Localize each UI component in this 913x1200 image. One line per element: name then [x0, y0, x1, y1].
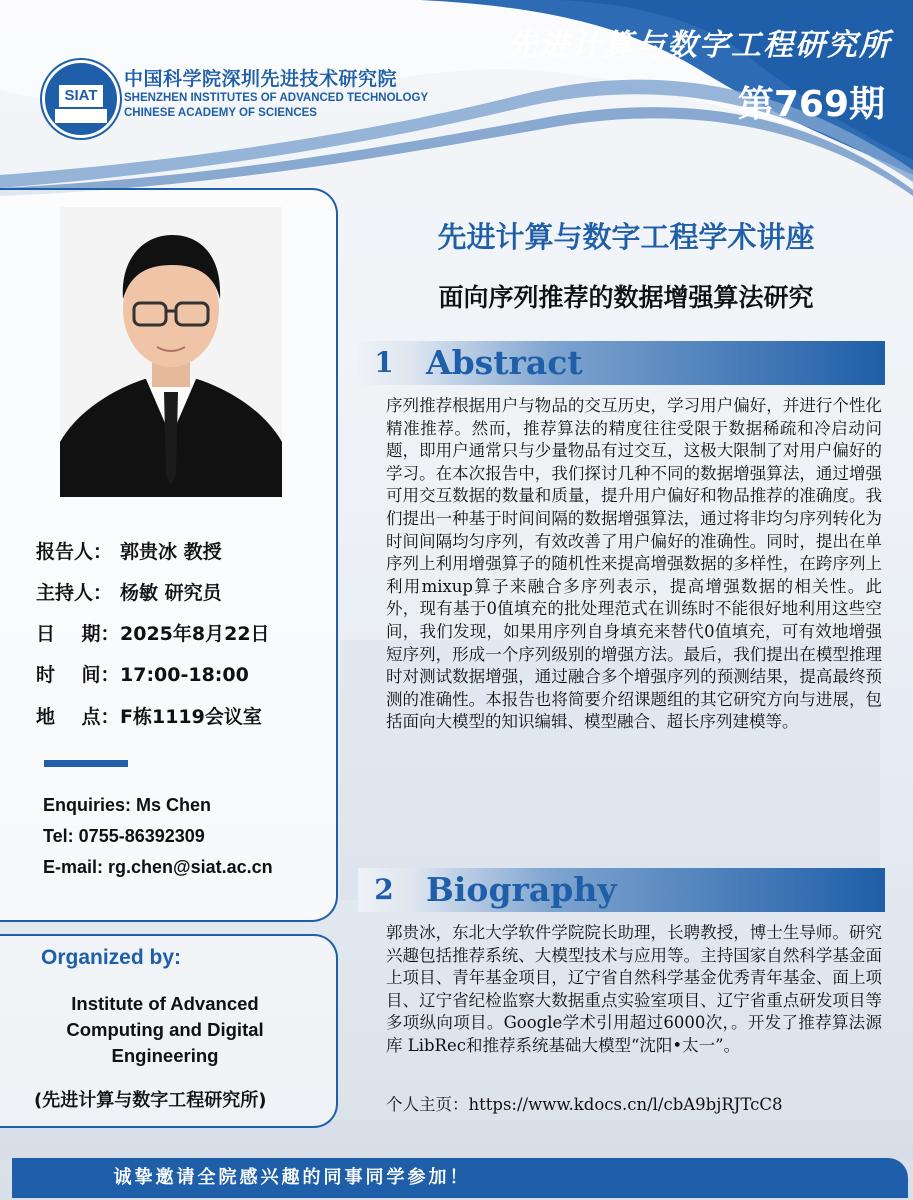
abstract-section-number: 1 — [358, 341, 410, 385]
siat-logo — [42, 60, 120, 138]
biography-section-band — [410, 868, 885, 912]
organizer-name-line2: Computing and Digital — [66, 1019, 264, 1040]
biography-section-number: 2 — [358, 868, 410, 912]
organizer-title: Organized by: — [41, 946, 182, 969]
abstract-section-header — [358, 341, 885, 385]
tel-text: Tel: 0755-86392309 — [43, 826, 205, 846]
speaker-photo — [60, 207, 282, 497]
homepage-link[interactable]: 个人主页：https://www.kdocs.cn/l/cbA9bjRJTcC8 — [386, 1095, 783, 1114]
institute-name-en — [124, 91, 428, 121]
host-row — [36, 578, 222, 605]
time-label: 时 间： — [36, 664, 120, 686]
abstract-section-band — [410, 341, 885, 385]
biography-section-header — [358, 868, 885, 912]
date-row — [36, 619, 270, 646]
speaker-row — [36, 537, 222, 564]
footer-invitation: 诚挚邀请全院感兴趣的同事同学参加！ — [113, 1167, 471, 1188]
lecture-series-title: 先进计算与数字工程学术讲座 — [437, 220, 815, 254]
talk-title: 面向序列推荐的数据增强算法研究 — [438, 283, 814, 312]
enquiries-text: Enquiries: Ms Chen — [43, 795, 212, 815]
divider-bar — [44, 760, 128, 767]
speaker-value: 郭贵冰 教授 — [120, 541, 222, 563]
organizer-name-line1: Institute of Advanced — [71, 993, 259, 1014]
host-label: 主持人： — [36, 582, 113, 604]
abstract-section-title: Abstract — [426, 343, 583, 382]
issue-number: 第769期 — [737, 84, 885, 125]
footer-banner — [12, 1158, 908, 1198]
place-label: 地 点： — [36, 706, 120, 728]
series-title: 先进计算与数字工程研究所 — [507, 28, 891, 63]
logo-sub-band — [55, 109, 107, 123]
host-value: 杨敏 研究员 — [120, 582, 222, 604]
email-text[interactable]: E-mail: rg.chen@siat.ac.cn — [43, 857, 273, 877]
speaker-label: 报告人： — [36, 541, 113, 563]
institute-name-cn: 中国科学院深圳先进技术研究院 — [124, 68, 398, 90]
abstract-text: 序列推荐根据用户与物品的交互历史，学习用户偏好，并进行个性化精准推荐。然而，推荐算法的精度往往受限于数据稀疏和冷启动问题，即用户通常只与少量物品有过交互，这极大限制了对用户偏好的学习。在本次报告中，我们探讨几种不同的数据增强算法，通过增强可用交互数据的数量和质量，提升用户偏好和物品推荐的准确度。我们提出一种基于时间间隔的数据增强算法，通过将非均匀序列转化为时间间隔均匀序列，有效改善了用户偏好的准确性。同时，提出在单序列上利用增强算子的随机性来提高增强数据的多样性，在跨序列上利用mixup算子来融合多序列表示，提高增强数据的相关性。此外，现有基于0值填充的批处理范式在训练时不能很好地利用这些空间，我们发现，如果用序列自身填充来替代0值填充，可有效地增强短序列，形成一个序列级别的增强方法。最后，我们提出在模型推理时对测试数据增强，通过融合多个增强序列的预测结果，提高最终预测的准确性。本报告也将简要介绍课题组的其它研究方向与进展，包括面向大模型的知识编辑、模型融合、超长序列建模等。 — [386, 396, 882, 732]
time-row — [36, 660, 249, 687]
biography-section-title: Biography — [426, 870, 617, 909]
date-value: 2025年8月22日 — [120, 623, 270, 645]
time-value: 17:00-18:00 — [120, 664, 249, 686]
organizer-name-cn: (先进计算与数字工程研究所) — [34, 1090, 267, 1111]
biography-text: 郭贵冰，东北大学软件学院院长助理，长聘教授，博士生导师。研究兴趣包括推荐系统、大模型技术与应用等。主持国家自然科学基金面上项目、青年基金项目，辽宁省自然科学基金优秀青年基金、面上项目、辽宁省纪检监察大数据重点实验室项目、辽宁省重点研发项目等多项纵向项目。Google学术引用超过6000次，。开发了推荐算法源库 LibRec和推荐系统基础大模型“沈阳•太一”。 — [386, 923, 882, 1055]
institute-en-line1: SHENZHEN INSTITUTES OF ADVANCED TECHNOLOGY — [124, 92, 429, 104]
institute-en-line2: CHINESE ACADEMY OF SCIENCES — [124, 107, 317, 119]
date-label: 日 期： — [36, 623, 120, 645]
place-row — [36, 702, 262, 729]
speaker-portrait-icon — [60, 207, 282, 497]
organizer-name-line3: Engineering — [111, 1045, 219, 1066]
logo-text: SIAT — [59, 85, 103, 107]
place-value: F栋1119会议室 — [120, 706, 262, 728]
